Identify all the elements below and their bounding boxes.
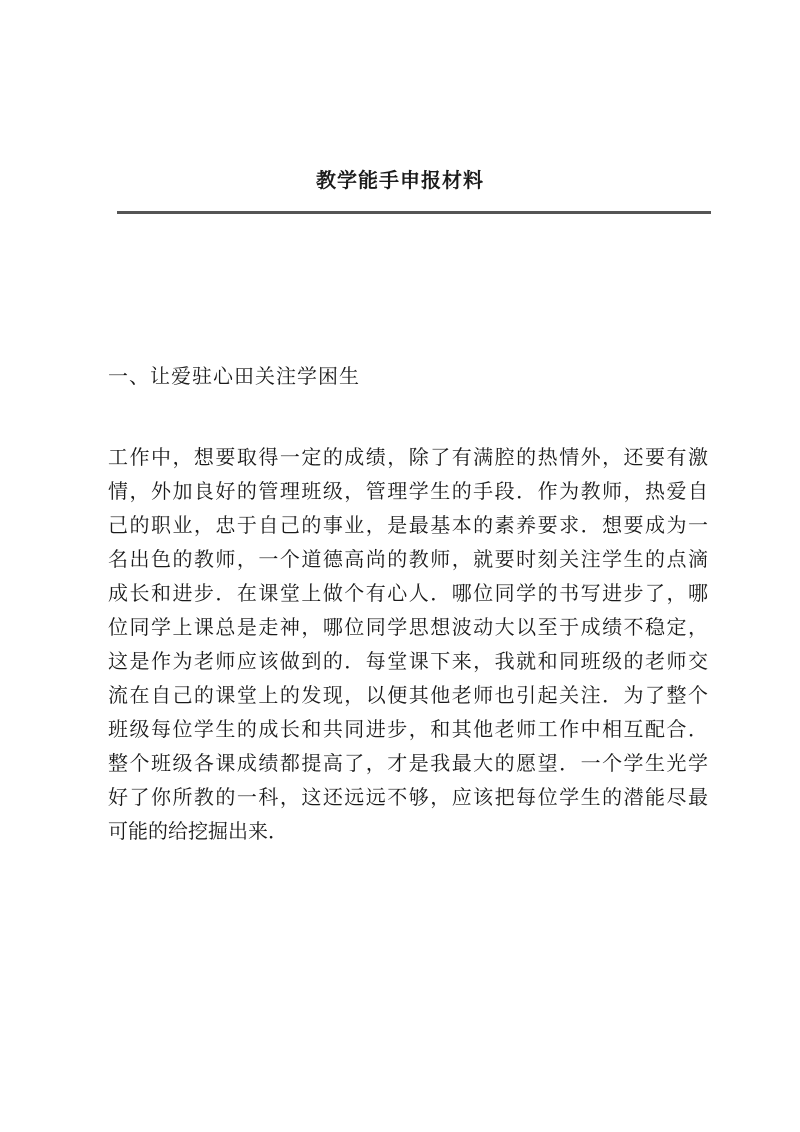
title-underline-rule [117, 211, 711, 214]
paragraph-line: 己的职业，忠于自己的事业，是最基本的素养要求．想要成为一 [108, 513, 708, 537]
paragraph-line: 这是作为老师应该做到的．每堂课下来，我就和同班级的老师交 [108, 649, 708, 673]
paragraph-line: 整个班级各课成绩都提高了，才是我最大的愿望．一个学生光学 [108, 751, 708, 775]
paragraph-line: 可能的给挖掘出来． [108, 819, 288, 843]
paragraph-line: 流在自己的课堂上的发现，以便其他老师也引起关注．为了整个 [108, 683, 708, 707]
paragraph-line: 班级每位学生的成长和共同进步，和其他老师工作中相互配合． [108, 717, 708, 741]
paragraph-line: 工作中，想要取得一定的成绩，除了有满腔的热情外，还要有激 [108, 445, 708, 469]
document-title: 教学能手申报材料 [316, 168, 484, 192]
paragraph-line: 名出色的教师，一个道德高尚的教师，就要时刻关注学生的点滴 [108, 547, 708, 571]
paragraph-line: 位同学上课总是走神，哪位同学思想波动大以至于成绩不稳定， [108, 615, 708, 639]
section-heading: 一、让爱驻心田关注学困生 [108, 364, 360, 388]
body-paragraph [108, 440, 708, 848]
paragraph-line: 好了你所教的一科，这还远远不够，应该把每位学生的潜能尽最 [108, 785, 708, 809]
paragraph-line: 情，外加良好的管理班级，管理学生的手段．作为教师，热爱自 [108, 479, 708, 503]
paragraph-line: 成长和进步．在课堂上做个有心人．哪位同学的书写进步了，哪 [108, 581, 708, 605]
